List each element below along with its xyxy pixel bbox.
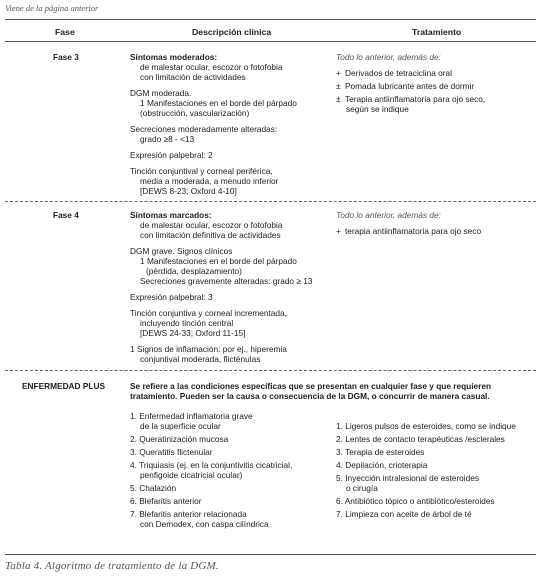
plus-treatments-list <box>336 421 516 522</box>
list-item: 1. Enfermedad inflamatoria grave de la superficie ocular <box>130 411 253 431</box>
header-rule <box>5 41 536 42</box>
list-item: 6. Antibiótico tópico o antibiótico/esteroides <box>336 496 495 506</box>
phase-4-treatment: Todo lo anterior, además de: + terapia antiinflamatoria para ojo seco <box>336 210 482 236</box>
phase-4-label: Fase 4 <box>53 210 79 220</box>
phase-4-divider <box>5 370 536 371</box>
list-item: 2. Lentes de contacto terapéuticas /esclerales <box>336 434 505 444</box>
list-item: 1. Ligeros pulsos de esteroides, como se indique <box>336 421 516 431</box>
phase-3-divider <box>5 201 536 202</box>
phase-3-clinical: Síntomas moderados: de malestar ocular, escozor o fotofobia con limitación de actividades DGM moderada. 1 Manifestaciones en el borde del párpado (obstrucción, vascularización) Secreciones moderadamente alteradas: grado ≥8 - <13 Expresión palpebral: 2 Tinción conjuntival y corneal periférica, media a moderada, a menudo inferior [DEWS 8-23; Oxford 4-10] <box>130 52 297 196</box>
list-item: 5. Inyección intralesional de esteroides o cirugía <box>336 473 479 493</box>
header-phase: Fase <box>55 27 75 37</box>
header-treatment: Tratamiento <box>412 27 462 37</box>
list-item: 2. Queratinización mucosa <box>130 434 229 444</box>
phase-3-treatment: Todo lo anterior, además de: + Derivados de tetraciclina oral ± Pomada lubricante antes de dormir ± Terapia antiinflamatoria para ojo seco, según se indique <box>336 52 486 114</box>
list-item: 3. Terapia de esteroides <box>336 447 425 457</box>
list-item: 4. Triquiasis (ej. en la conjuntivitis cicatricial, penfigoide cicatricial ocular) <box>130 460 293 480</box>
list-item: 7. Blefaritis anterior relacionada con Demodex, con caspa cilíndrica <box>130 509 269 529</box>
table-top-rule <box>5 19 536 20</box>
phase-4-clinical: Síntomas marcados: de malestar ocular, escozor o fotofobia con limitación definitiva de actividades DGM grave. Signos clínicos 1 Manifestaciones en el borde del párpado (pérdida, desplazamiento) Secreciones gravemente alteradas: grado ≥ 13 Expresión palpebral: 3 Tinción conjuntiva y corneal incrementada, incluyendo tinción central [DEWS 24-33; Oxford 11-15] 1 Signos de inflamación: por ej., hiperemia conjuntival moderada, flicténulas <box>130 210 313 364</box>
plus-label: ENFERMEDAD PLUS <box>22 381 105 391</box>
plus-conditions-list <box>130 411 292 532</box>
plus-intro: Se refiere a las condiciones específicas que se presentan en cualquier fase y que requieren tratamiento. Pueden ser la causa o consecuencia de la DGM, o concurrir de manera casual. <box>130 381 492 401</box>
table-caption: Tabla 4. Algoritmo de tratamiento de la DGM. <box>5 560 219 572</box>
list-item: 4. Depilación, crioterapia <box>336 460 428 470</box>
list-item: 5. Chalazión <box>130 483 177 493</box>
header-clinical: Descripción clínica <box>192 27 272 37</box>
continued-note: Viene de la página anterior <box>5 3 99 13</box>
table-bottom-rule <box>5 554 536 555</box>
list-item: 3. Queratitis flictenular <box>130 447 213 457</box>
phase-3-label: Fase 3 <box>53 52 79 62</box>
list-item: 7. Limpieza con aceite de árbol de té <box>336 509 472 519</box>
list-item: 6. Blefaritis anterior <box>130 496 202 506</box>
